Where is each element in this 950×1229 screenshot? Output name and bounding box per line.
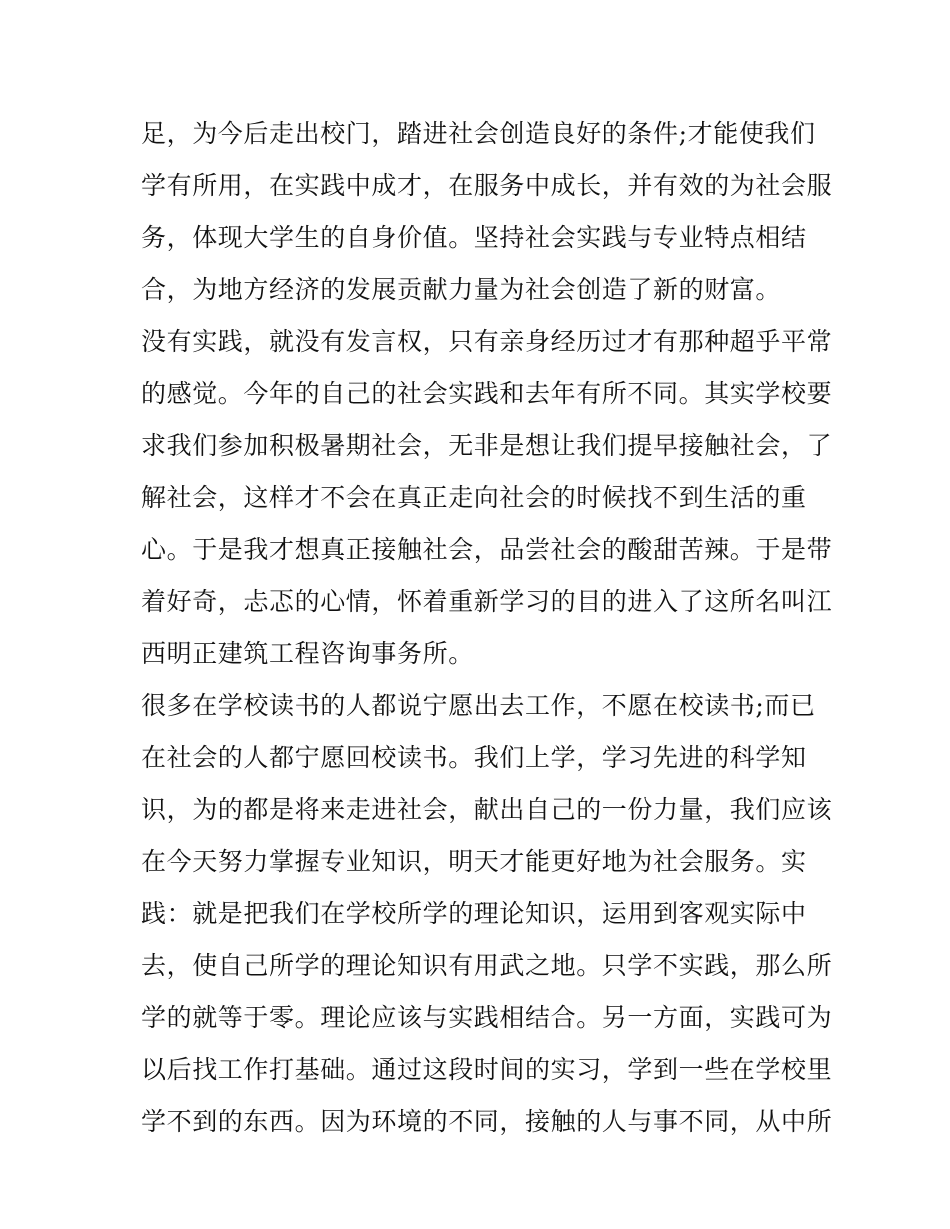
text-line: 很多在学校读书的人都说宁愿出去工作，不愿在校读书;而已 xyxy=(141,691,816,720)
body-text xyxy=(141,108,833,1148)
text-line: 的感觉。今年的自己的社会实践和去年有所不同。其实学校要 xyxy=(141,379,833,408)
text-line: 去，使自己所学的理论知识有用武之地。只学不实践，那么所 xyxy=(141,951,833,980)
text-line: 解社会，这样才不会在真正走向社会的时候找不到生活的重 xyxy=(141,483,807,512)
text-line: 西明正建筑工程咨询事务所。 xyxy=(141,639,474,668)
text-line: 学的就等于零。理论应该与实践相结合。另一方面，实践可为 xyxy=(141,1003,833,1032)
text-line: 学不到的东西。因为环境的不同，接触的人与事不同，从中所 xyxy=(141,1107,833,1136)
text-line: 在今天努力掌握专业知识，明天才能更好地为社会服务。实 xyxy=(141,847,807,876)
text-line: 心。于是我才想真正接触社会，品尝社会的酸甜苦辣。于是带 xyxy=(141,535,833,564)
text-line: 没有实践，就没有发言权，只有亲身经历过才有那种超乎平常 xyxy=(141,327,833,356)
text-line: 践：就是把我们在学校所学的理论知识，运用到客观实际中 xyxy=(141,899,807,928)
text-line: 识，为的都是将来走进社会，献出自己的一份力量，我们应该 xyxy=(141,795,833,824)
text-line: 在社会的人都宁愿回校读书。我们上学，学习先进的科学知 xyxy=(141,743,807,772)
text-line: 学有所用，在实践中成才，在服务中成长，并有效的为社会服 xyxy=(141,171,833,200)
text-line: 务，体现大学生的自身价值。坚持社会实践与专业特点相结 xyxy=(141,223,807,252)
text-line: 合，为地方经济的发展贡献力量为社会创造了新的财富。 xyxy=(141,275,782,304)
text-line: 求我们参加积极暑期社会，无非是想让我们提早接触社会，了 xyxy=(141,431,833,460)
text-line: 足，为今后走出校门，踏进社会创造良好的条件;才能使我们 xyxy=(141,119,816,148)
text-line: 着好奇，忐忑的心情，怀着重新学习的目的进入了这所名叫江 xyxy=(141,587,833,616)
text-line: 以后找工作打基础。通过这段时间的实习，学到一些在学校里 xyxy=(141,1055,833,1084)
